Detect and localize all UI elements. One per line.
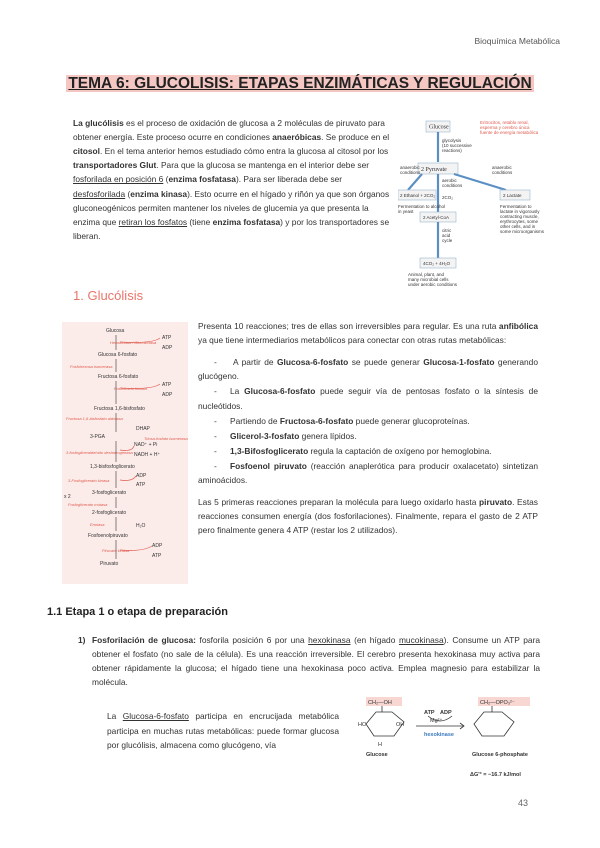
cycle-label-3: cycle bbox=[442, 238, 453, 243]
list-item: - Fosfoenol piruvato (reacción anaplerótica para producir oxalacetato) sintetizan aminoácidos. bbox=[198, 460, 539, 486]
intermediates-list bbox=[198, 355, 538, 487]
met-glucosa: Glucosa bbox=[106, 328, 125, 334]
page-number: 43 bbox=[517, 798, 528, 808]
enz-hexokinasa: Hexokinasa / Glucokinasa bbox=[110, 340, 157, 345]
glycolysis-description: Presenta 10 reacciones; tres de ellas son irreversibles para regular. Es una ruta anfibólica ya que tiene intermediarios metabólicos para conectar con otras rutas metabólicas: - A partir de Glucosa-6-fosfato se puede generar Glucosa-1-fosfato generando glucógeno. - La Glucosa-6-fosfato puede seguir vía de pentosas fosfato o la síntesis de nucleótidos. - Partiendo de Fructosa-6-fosfato puede generar glucoproteínas. - Glicerol-3-fosfato genera lípidos. - 1,3-Bifosfoglicerato regula la captación de oxígeno por hemoglobina. - Fosfoenol piruvato (reacción anaplerótica para producir oxalacetato) sintetizan aminoácidos. Las 5 primeras reacciones preparan la molécula para luego oxidarlo hasta piruvato. Estas reacciones consumen energía (dos fosforilaciones). Finalmente, repara el gasto de 2 ATP pero finalmente genera 4 ATP (restar los 2 utilizados). bbox=[198, 321, 539, 536]
cof-adp-3: ADP bbox=[136, 473, 147, 479]
adp-label: ADP bbox=[440, 710, 452, 716]
step1-paragraph: 1) Fosforilación de glucosa: fosforila posición 6 por una hexokinasa (en hígado mucokinasa). Consume un ATP para obtener el fosfato (no sale de la célula). Es una reacción irreversible. El cerebro presenta hexokinasa muy activa para obtener rápidamente la glucosa; el hígado tiene una hexokinasa poco activa. Emplea magnesio para estabilizar la molécula. bbox=[78, 635, 541, 688]
glycolysis-label: glycolysis bbox=[442, 138, 462, 143]
ch2op-label: CH₂—OPO₃²⁻ bbox=[480, 700, 515, 706]
animal-3: under aerobic conditions bbox=[408, 282, 458, 287]
glycolysis-pathway-diagram bbox=[62, 322, 188, 584]
cof-nadh: NADH + H⁺ bbox=[134, 452, 161, 458]
co2-label: 2CO₂ bbox=[442, 195, 453, 200]
list-item: - Glicerol-3-fosfato genera lípidos. bbox=[214, 430, 357, 441]
final-label: 4CO₂ + 4H₂O bbox=[423, 261, 451, 266]
list-item: - A partir de Glucosa-6-fosfato se puede generar Glucosa-1-fosfato generando glucógeno. bbox=[198, 357, 538, 382]
cof-atp-4: ATP bbox=[152, 553, 162, 559]
list-item: - 1,3-Bifosfoglicerato regula la captación de oxígeno por hemoglobina. bbox=[214, 445, 492, 456]
hexokinase-label: hexokinase bbox=[424, 732, 454, 738]
enz-gapdh: 3-fosfogliceraldehído deshidrogenasa bbox=[66, 450, 133, 455]
cof-atp-2: ATP bbox=[162, 382, 172, 388]
enz-tpi: Triosa-fosfato isomerasa bbox=[144, 436, 188, 441]
enz-phi: Fosfohexosa isomerasa bbox=[70, 364, 113, 369]
cof-adp-4: ADP bbox=[152, 543, 163, 549]
g6p-paragraph: La Glucosa-6-fosfato participa en encrucijada metabólica participa en muchas rutas metabólicas: puede formar glucosa por glucólisis, almacena como glucógeno, vía bbox=[107, 711, 339, 751]
met-2pg: 2-fosfoglicerato bbox=[92, 510, 127, 516]
cycle-label-1: citric bbox=[442, 228, 452, 233]
ch2oh-label: CH₂—OH bbox=[368, 700, 392, 706]
glucose-label: Glucose bbox=[429, 124, 449, 131]
cof-h2o: H₂O bbox=[136, 523, 146, 529]
pyruvate-label: 2 Pyruvate bbox=[421, 167, 447, 173]
glycolysis-sub1: (10 successive bbox=[442, 143, 472, 148]
anaerobic-label-1: anaerobic bbox=[400, 165, 420, 170]
cof-atp-1: ATP bbox=[162, 335, 172, 341]
pyruvate-fate-diagram bbox=[398, 118, 548, 298]
aerobic-label-1: aerobic bbox=[442, 178, 457, 183]
glucose-label: Glucose bbox=[366, 752, 388, 758]
times-two: x 2 bbox=[64, 494, 71, 500]
cof-atp-3: ATP bbox=[136, 482, 146, 488]
h-label: H bbox=[378, 742, 382, 748]
header-subject: Bioquímica Metabólica bbox=[474, 36, 560, 46]
list-item: - Partiendo de Fructosa-6-fosfato puede generar glucoproteínas. bbox=[214, 415, 470, 426]
met-f16bp: Fructosa 1,6-bisfosfato bbox=[94, 406, 145, 412]
g6p-ring bbox=[474, 712, 514, 736]
ethanol-label: 2 Ethanol + 2CO₂ bbox=[400, 193, 436, 198]
cycle-label-2: acid bbox=[442, 233, 451, 238]
enz-aldolasa: Fructosa 1,6-bisfosfato aldolasa bbox=[66, 416, 123, 421]
section-heading-glucolisis: 1. Glucólisis bbox=[73, 288, 144, 303]
ferm-lactate-5: other cells, and in bbox=[500, 224, 536, 229]
met-dhap: DHAP bbox=[136, 426, 150, 432]
anaerobic-label-2: conditions bbox=[400, 170, 421, 175]
met-3pg: 3-fosfoglicerato bbox=[92, 490, 127, 496]
note-line1: Eritrocitos, retablo renal, bbox=[480, 120, 529, 125]
intro-paragraph: La glucólisis es el proceso de oxidación de glucosa a 2 moléculas de piruvato para obtener energía. Este proceso ocurre en condiciones anaeróbicas. Se produce en el citosol. En el tema anterior hemos estudiado cómo entra la glucosa al citosol por los transportadores Glut. Para que la glucosa se mantenga en el interior debe ser fosforilada en posición 6 (enzima fosfatasa). Para ser liberada debe ser desfosforilada (enzima kinasa). Esto ocurre en el hígado y riñón ya que son órganos gluconeogénicos permiten mantener los niveles de glucemia ya que presenta la enzima que retiran los fosfatos (tiene enzima fosfatasa) y por los transportadores se liberan. bbox=[73, 118, 390, 241]
cof-adp-1: ADP bbox=[162, 345, 173, 351]
cof-adp-2: ADP bbox=[162, 392, 173, 398]
ferm-lactate-6: some microorganisms bbox=[500, 229, 545, 234]
delta-g-label: ΔG'° = −16.7 kJ/mol bbox=[470, 772, 521, 778]
animal-1: Animal, plant, and bbox=[408, 272, 445, 277]
ho-label: HO bbox=[358, 722, 367, 728]
g6p-label: Glucose 6-phosphate bbox=[472, 752, 528, 758]
ferm-alcohol-2: in yeast bbox=[398, 209, 414, 214]
lactate-label: 2 Lactate bbox=[503, 193, 522, 198]
list-item: - La Glucosa-6-fosfato puede seguir vía de pentosas fosfato o la síntesis de nucleótidos. bbox=[198, 386, 538, 411]
enz-pgk: 3-Fosfoglicerato kinasa bbox=[68, 478, 110, 483]
met-g6p: Glucosa 6-fosfato bbox=[98, 352, 138, 358]
aerobic-label-2: conditions bbox=[442, 183, 463, 188]
enz-pk: Piruvato kinasa bbox=[102, 548, 130, 553]
ferm-alcohol-1: Fermentation to alcohol bbox=[398, 204, 446, 209]
ferm-lactate-2: lactate in vigorously bbox=[500, 209, 540, 214]
section-heading-etapa1: 1.1 Etapa 1 o etapa de preparación bbox=[47, 606, 228, 618]
atp-label: ATP bbox=[424, 710, 435, 716]
note-line2: esperma y cerebro única bbox=[480, 125, 530, 130]
enz-enolasa: Enolasa bbox=[90, 522, 105, 527]
note-line3: fuente de energía metabólica bbox=[480, 130, 539, 135]
met-13bpg: 1,3-bisfosfoglicerato bbox=[90, 464, 135, 470]
mg-label: Mg²⁺ bbox=[430, 718, 443, 724]
hexokinase-reaction-figure bbox=[352, 696, 548, 786]
met-f6p: Fructosa 6-fosfato bbox=[98, 374, 139, 380]
anaerobic-label-3: anaerobic bbox=[492, 165, 512, 170]
met-pep: Fosfoenolpiruvato bbox=[88, 533, 128, 539]
acetyl-label: 2 Acetyl-CoA bbox=[423, 215, 450, 220]
cof-nad: NAD⁺ + Pi bbox=[134, 442, 158, 448]
animal-2: many microbial cells bbox=[408, 277, 449, 282]
met-piruvato: Piruvato bbox=[100, 561, 119, 567]
met-3pga: 3-PGA bbox=[90, 434, 106, 440]
oh-label: OH bbox=[396, 722, 405, 728]
enz-pgm: Fosfoglicerato mutasa bbox=[68, 502, 108, 507]
enz-pfk: Fosfofructo kinasa bbox=[114, 386, 147, 391]
ferm-lactate-4: erythrocytes, some bbox=[500, 219, 539, 224]
ferm-lactate-3: contracting muscle, bbox=[500, 214, 539, 219]
anaerobic-label-4: conditions bbox=[492, 170, 513, 175]
ferm-lactate-1: Fermentation to bbox=[500, 204, 532, 209]
page-title: TEMA 6: GLUCOLISIS: ETAPAS ENZIMÁTICAS Y REGULACIÓN bbox=[68, 75, 532, 92]
glycolysis-sub2: reactions) bbox=[442, 148, 462, 153]
